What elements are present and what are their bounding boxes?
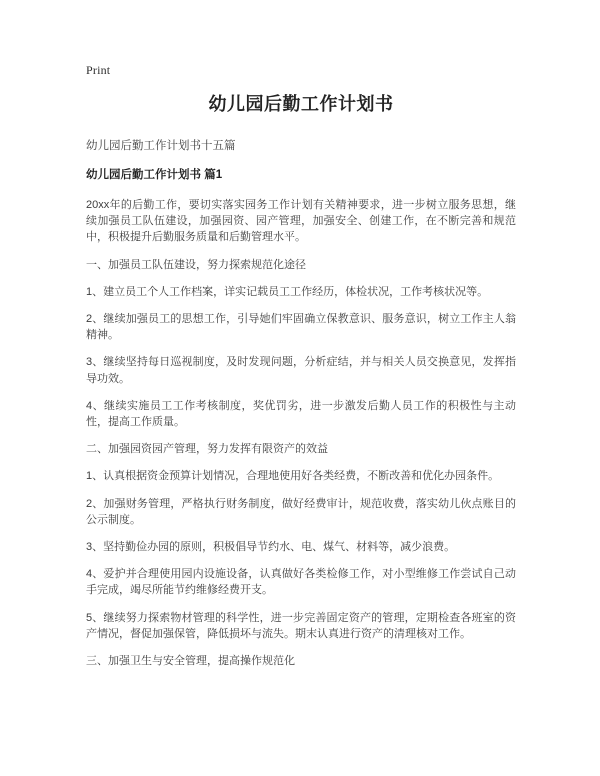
print-link[interactable]: Print (86, 63, 111, 77)
body-paragraph: 3、坚持勤俭办园的原则，积极倡导节约水、电、煤气、材料等，减少浪费。 (86, 541, 456, 554)
document-section-heading: 幼儿园后勤工作计划书 篇1 (86, 169, 223, 181)
body-paragraph: 1、认真根据资金预算计划情况，合理地使用好各类经费，不断改善和优化办园条件。 (86, 470, 500, 483)
body-paragraph: 2、加强财务管理，严格执行财务制度，做好经费审计，规范收费，落实幼儿伙点账目的公示制度。 (86, 497, 516, 526)
body-paragraph: 1、建立员工个人工作档案，详实记载员工工作经历，体检状况，工作考核状况等。 (86, 285, 489, 298)
page-title: 幼儿园后勤工作计划书 (208, 94, 394, 114)
document-subtitle: 幼儿园后勤工作计划书十五篇 (86, 140, 236, 152)
section-heading: 三、加强卫生与安全管理，提高操作规范化 (86, 655, 295, 668)
body-paragraph: 5、继续努力探索物材管理的科学性，进一步完善固定资产的管理，定期检查各班室的资产情况，督促加强保管，降低损坏与流失。期末认真进行资产的清理核对工作。 (86, 611, 516, 640)
section-heading: 二、加强园资园产管理，努力发挥有限资产的效益 (86, 443, 328, 456)
body-paragraph: 4、爱护并合理使用园内设施设备，认真做好各类检修工作，对小型维修工作尝试自己动手完成，竭尽所能节约维修经费开支。 (86, 568, 516, 597)
body-paragraph: 2、继续加强员工的思想工作，引导她们牢固确立保教意识、服务意识，树立工作主人翁精神。 (86, 313, 516, 342)
document-blocks (86, 197, 516, 669)
document-body (86, 92, 516, 680)
body-paragraph: 20xx年的后勤工作，要切实落实园务工作计划有关精神要求，进一步树立服务思想，继续加强员工队伍建设，加强园资、园产管理，加强安全、创建工作，在不断完善和规范中，积极提升后勤服务质量和后勤管理水平。 (86, 199, 516, 244)
body-paragraph: 4、继续实施员工工作考核制度，奖优罚劣，进一步激发后勤人员工作的积极性与主动性，提高工作质量。 (86, 399, 516, 429)
body-paragraph: 3、继续坚持每日巡视制度，及时发现问题，分析症结，并与相关人员交换意见，发挥指导功效。 (86, 356, 516, 385)
section-heading: 一、加强员工队伍建设，努力探索规范化途径 (86, 258, 306, 271)
